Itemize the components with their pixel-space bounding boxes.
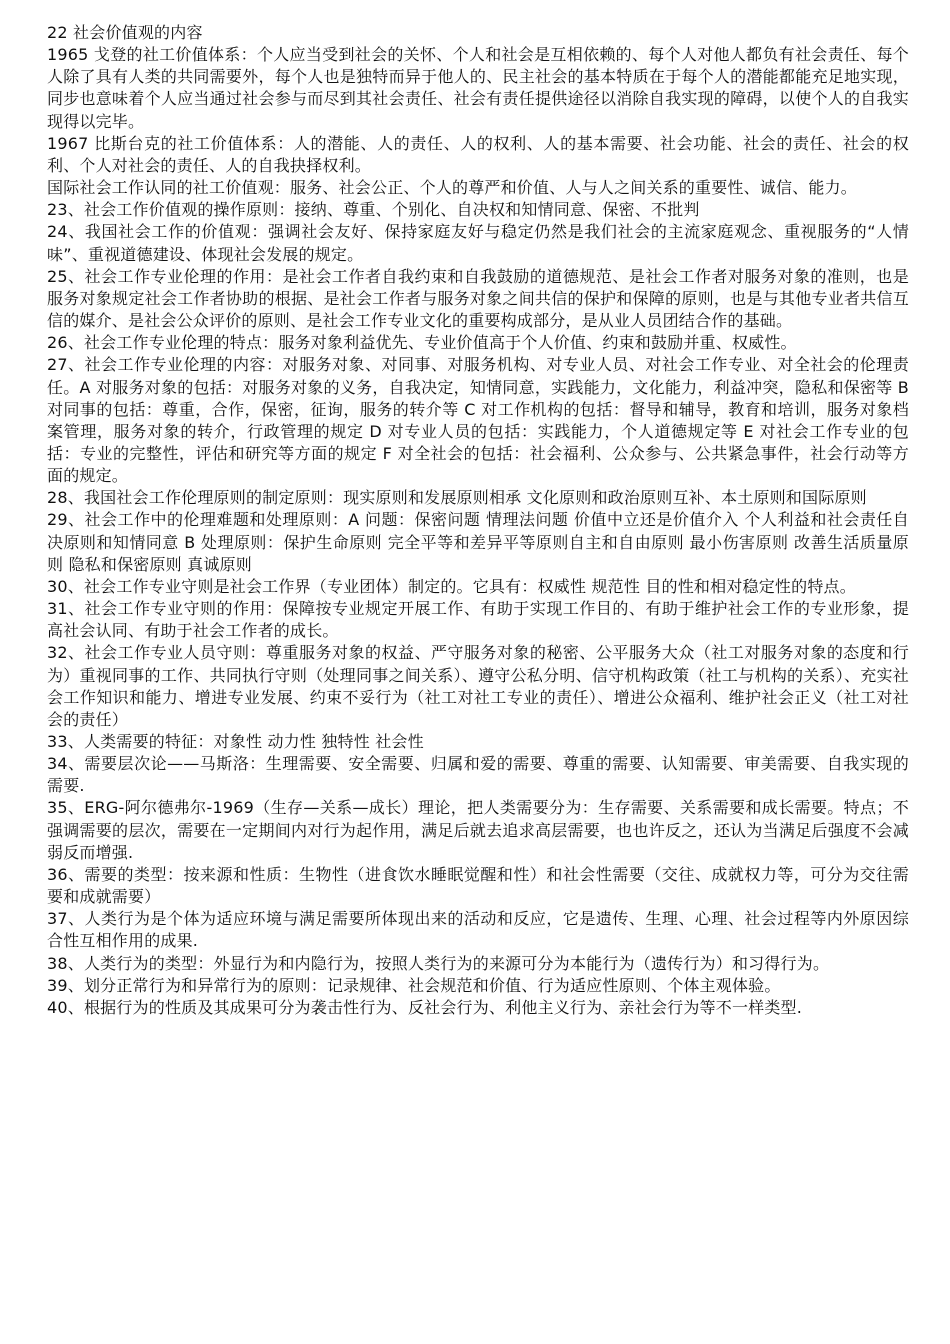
- paragraph-1967-biestek: 1967 比斯台克的社工价值体系：人的潜能、人的责任、人的权利、人的基本需要、社会功能、社会的责任、社会的权利、个人对社会的责任、人的自我抉择权利。: [47, 133, 909, 175]
- paragraph-37: 37、人类行为是个体为适应环境与满足需要所体现出来的活动和反应，它是遗传、生理、心理、社会过程等内外原因综合性互相作用的成果.: [47, 909, 909, 951]
- paragraph-40: 40、根据行为的性质及其成果可分为袭击性行为、反社会行为、利他主义行为、亲社会行为等不一样类型.: [47, 997, 803, 1017]
- paragraph-27: 27、社会工作专业伦理的内容：对服务对象、对同事、对服务机构、对专业人员、对社会工作专业、对全社会的伦理责任。A 对服务对象的包括：对服务对象的义务，自我决定，知情同意，实践能力，文化能力，利益冲突，隐私和保密等 B 对同事的包括：尊重，合作，保密，征询，服务的转介等 C 对工作机构的包括：督导和辅导，教育和培训，服务对象档案管理，服务对象的转介，行政管理的规定 D 对专业人员的包括：实践能力，个人道德规定等 E 对社会工作专业的包括：专业的完整性，评估和研究等方面的规定 F 对全社会的包括：社会福利、公众参与、公共紧急事件，社会行动等方面的规定。: [47, 355, 909, 486]
- paragraph-35: 35、ERG-阿尔德弗尔-1969（生存—关系—成长）理论，把人类需要分为：生存需要、关系需要和成长需要。特点；不强调需要的层次，需要在一定期间内对行为起作用，满足后就去追求高层需要，也也许反之，还认为当满足后强度不会减弱反而增强.: [47, 798, 909, 862]
- paragraph-international-values: 国际社会工作认同的社工价值观：服务、社会公正、个人的尊严和价值、人与人之间关系的重要性、诚信、能力。: [47, 178, 858, 198]
- paragraph-29: 29、社会工作中的伦理难题和处理原则：A 问题：保密问题 情理法问题 价值中立还是价值介入 个人利益和社会责任自决原则和知情同意 B 处理原则：保护生命原则 完全平等和差异平等原则自主和自由原则 最小伤害原则 改善生活质量原则 隐私和保密原则 真诚原则: [47, 510, 909, 574]
- paragraph-1965-gordon: 1965 戈登的社工价值体系：个人应当受到社会的关怀、个人和社会是互相依赖的、每个人对他人都负有社会责任、每个人除了具有人类的共同需要外，每个人也是独特而异于他人的、民主社会的基本特质在于每个人的潜能都能充足地实现，同步也意味着个人应当通过社会参与而尽到其社会责任、社会有责任提供途径以消除自我实现的障碍，以使个人的自我实现得以完毕。: [47, 45, 909, 131]
- paragraph-30: 30、社会工作专业守则是社会工作界（专业团体）制定的。它具有：权威性 规范性 目的性和相对稳定性的特点。: [47, 576, 856, 596]
- paragraph-32: 32、社会工作专业人员守则：尊重服务对象的权益、严守服务对象的秘密、公平服务大众（社工对服务对象的态度和行为）重视同事的工作、共同执行守则（处理同事之间关系）、遵守公私分明、信守机构政策（社工与机构的关系）、充实社会工作知识和能力、增进专业发展、约束不妥行为（社工对社工专业的责任）、增进公众福利、维护社会正义（社工对社会的责任）: [47, 643, 909, 729]
- paragraph-23: 23、社会工作价值观的操作原则：接纳、尊重、个别化、自决权和知情同意、保密、不批判: [47, 200, 700, 220]
- paragraph-22-heading: 22 社会价值观的内容: [47, 23, 203, 42]
- paragraph-36: 36、需要的类型：按来源和性质：生物性（进食饮水睡眠觉醒和性）和社会性需要（交往、成就权力等，可分为交往需要和成就需要）: [47, 864, 909, 907]
- paragraph-31: 31、社会工作专业守则的作用：保障按专业规定开展工作、有助于实现工作目的、有助于维护社会工作的专业形象，提高社会认同、有助于社会工作者的成长。: [47, 599, 909, 641]
- paragraph-39: 39、划分正常行为和异常行为的原则：记录规律、社会规范和价值、行为适应性原则、个体主观体验。: [47, 975, 781, 995]
- paragraph-38: 38、人类行为的类型：外显行为和内隐行为，按照人类行为的来源可分为本能行为（遗传行为）和习得行为。: [47, 953, 830, 973]
- paragraph-33: 33、人类需要的特征：对象性 动力性 独特性 社会性: [47, 732, 424, 751]
- paragraph-26: 26、社会工作专业伦理的特点：服务对象利益优先、专业价值高于个人价值、约束和鼓励并重、权威性。: [47, 333, 797, 353]
- paragraph-24: 24、我国社会工作的价值观：强调社会友好、保持家庭友好与稳定仍然是我们社会的主流家庭观念、重视服务的“人情味”、重视道德建设、体现社会发展的规定。: [47, 222, 909, 264]
- paragraph-25: 25、社会工作专业伦理的作用：是社会工作者自我约束和自我鼓励的道德规范、是社会工作者对服务对象的准则，也是服务对象规定社会工作者协助的根据、是社会工作者与服务对象之间共信的保护和保障的原则，也是与其他专业者共信互信的媒介、是社会公众评价的原则、是社会工作专业文化的重要构成部分，是从业人员团结合作的基础。: [47, 266, 909, 331]
- paragraph-28: 28、我国社会工作伦理原则的制定原则：现实原则和发展原则相承 文化原则和政治原则互补、本土原则和国际原则: [47, 488, 867, 508]
- paragraph-34: 34、需要层次论——马斯洛：生理需要、安全需要、归属和爱的需要、尊重的需要、认知需要、审美需要、自我实现的需要.: [47, 754, 909, 796]
- document-page: [47, 22, 909, 1019]
